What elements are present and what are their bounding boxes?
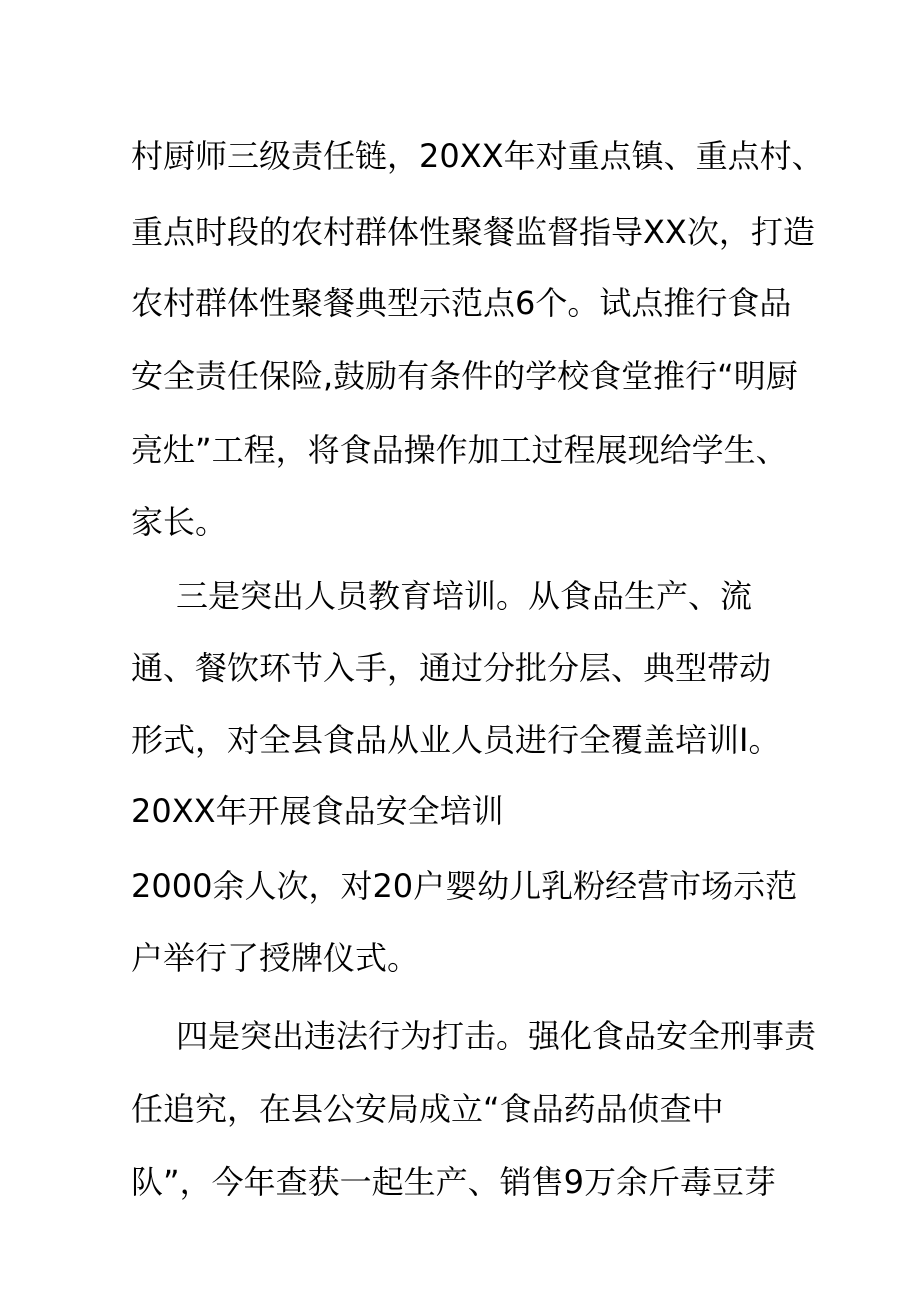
- text-line: 2000余人次，对20户婴幼儿乳粉经营市场示范: [131, 867, 798, 905]
- text-line: 农村群体性聚餐典型示范点6个。试点推行食品: [131, 284, 792, 322]
- text-line: 任追究，在县公安局成立“食品药品侦查中: [131, 1090, 724, 1128]
- paragraph-first-line: 三是突出人员教育培训。从食品生产、流: [176, 577, 753, 615]
- text-line: 村厨师三级责任链，20XX年对重点镇、重点村、: [131, 137, 824, 175]
- text-line: 家长。: [131, 503, 228, 541]
- text-line: 队”，今年查获一起生产、销售9万余斤毒豆芽: [131, 1163, 776, 1201]
- text-line: 形式，对全县食品从业人员进行全覆盖培训I。: [131, 721, 781, 759]
- text-line: 重点时段的农村群体性聚餐监督指导XX次，打造: [131, 213, 815, 251]
- text-line: 户举行了授牌仪式。: [131, 939, 420, 977]
- text-line: 20XX年开展食品安全培训: [131, 792, 504, 830]
- text-line: 通、餐饮环节入手，通过分批分层、典型带动: [131, 649, 772, 687]
- text-line: 安全责任保险,鼓励有条件的学校食堂推行“明厨: [131, 357, 798, 395]
- paragraph-first-line: 四是突出违法行为打击。强化食品安全刑事责: [176, 1017, 817, 1055]
- text-line: 亮灶”工程，将食品操作加工过程展现给学生、: [131, 431, 788, 469]
